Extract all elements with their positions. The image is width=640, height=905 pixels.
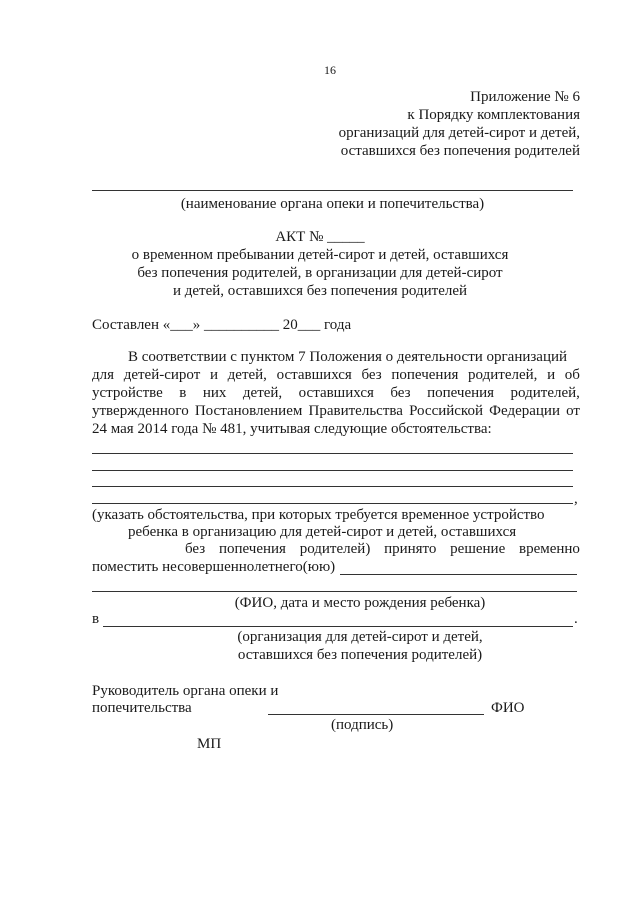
child-caption: (ФИО, дата и место рождения ребенка) [234, 595, 486, 611]
minor-label: поместить несовершеннолетнего(юю) [92, 559, 336, 575]
signer-role-1: Руководитель органа опеки и [92, 683, 279, 699]
appendix-line-3: организаций для детей-сирот и детей, [338, 125, 580, 141]
placement-prefix: в [92, 611, 100, 627]
body-line-2: для детей-сирот и детей, оставшихся без попечения родителей, и об [92, 367, 580, 383]
authority-name-field[interactable] [92, 190, 573, 191]
act-subtitle-2: без попечения родителей, в организации для детей-сирот [137, 265, 503, 281]
appendix-line-4: оставшихся без попечения родителей [340, 143, 580, 159]
appendix-title: Приложение № 6 [470, 89, 580, 105]
body-line-4: утвержденного Постановлением Правительства Российской Федерации от [92, 403, 580, 419]
placement-suffix: . [574, 611, 578, 627]
body-line-3: устройстве в них детей, оставшихся без попечения родителей, [92, 385, 580, 401]
appendix-line-2: к Порядку комплектования [407, 107, 580, 123]
authority-caption: (наименование органа опеки и попечительства) [180, 196, 485, 212]
child-info-field[interactable] [92, 591, 577, 592]
body-line-1: В соответствии с пунктом 7 Положения о деятельности организаций [128, 349, 568, 365]
circumstances-comma: , [574, 491, 578, 507]
compiled-date-line: Составлен «___» __________ 20___ года [92, 317, 352, 333]
circumstances-field-2[interactable] [92, 470, 573, 471]
circumstances-field-3[interactable] [92, 486, 573, 487]
signer-role-2: попечительства [92, 700, 192, 716]
organization-caption-2: оставшихся без попечения родителей) [237, 647, 483, 663]
organization-caption-1: (организация для детей-сирот и детей, [237, 629, 483, 645]
fio-label: ФИО [491, 700, 525, 716]
stamp-label: МП [197, 736, 222, 752]
decision-line: без попечения родителей) принято решение временно [185, 541, 580, 557]
minor-field[interactable] [340, 574, 577, 575]
circumstances-caption-1: (указать обстоятельства, при которых требуется временное устройство [92, 507, 545, 523]
page-number: 16 [324, 63, 336, 77]
signature-caption: (подпись) [331, 717, 394, 733]
act-subtitle-3: и детей, оставшихся без попечения родителей [172, 283, 468, 299]
organization-field[interactable] [103, 626, 573, 627]
act-title: АКТ № _____ [275, 229, 365, 245]
circumstances-field-1[interactable] [92, 453, 573, 454]
act-subtitle-1: о временном пребывании детей-сирот и детей, оставшихся [131, 247, 509, 263]
circumstances-field-4[interactable] [92, 503, 573, 504]
signature-field[interactable] [268, 714, 484, 715]
body-line-5: 24 мая 2014 года № 481, учитывая следующие обстоятельства: [92, 421, 492, 437]
circumstances-caption-2: ребенка в организацию для детей-сирот и детей, оставшихся [128, 524, 517, 540]
